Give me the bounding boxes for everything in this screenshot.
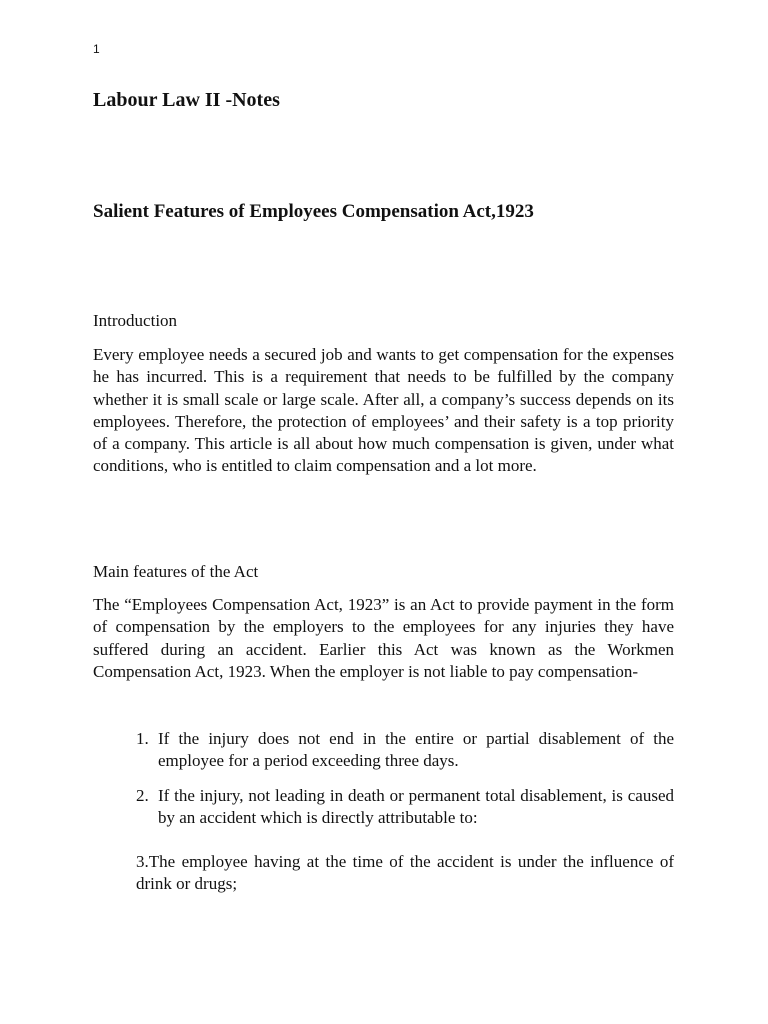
- exemption-list: [136, 728, 674, 841]
- introduction-paragraph: Every employee needs a secured job and wants to get compensation for the expenses he has incurred. This is a requirement that needs to be fulfilled by the company whether it is small scale or large scale. After all, a company’s success depends on its employees. Therefore, the protection of employees’ and their safety is a top priority of a company. This article is all about how much compensation is given, under what conditions, who is entitled to claim compensation and a lot more.: [93, 345, 674, 476]
- list-item-number: 1.: [136, 729, 149, 748]
- page-number: 1: [93, 42, 100, 56]
- list-item-number: 2.: [136, 785, 149, 805]
- main-features-heading: Main features of the Act: [93, 562, 259, 581]
- list-item: [136, 785, 674, 830]
- list-item: [136, 728, 674, 773]
- list-item-text: If the injury does not end in the entire or partial disablement of the employee for a period exceeding three days.: [158, 729, 674, 771]
- document-title: Labour Law II -Notes: [93, 89, 280, 111]
- main-features-paragraph: The “Employees Compensation Act, 1923” is an Act to provide payment in the form of compensation by the employers to the employees for any injuries they have suffered during an accident. Earlier this Act was known as the Workmen Compensation Act, 1923. When the employer is not liable to pay compensation-: [93, 595, 674, 681]
- introduction-heading: Introduction: [93, 311, 178, 330]
- section-title: Salient Features of Employees Compensation Act,1923: [93, 201, 534, 222]
- list-item-text: If the injury, not leading in death or permanent total disablement, is caused by an accident which is directly attributable to:: [158, 785, 674, 827]
- list-continuation: 3.The employee having at the time of the accident is under the influence of drink or drugs;: [136, 852, 674, 894]
